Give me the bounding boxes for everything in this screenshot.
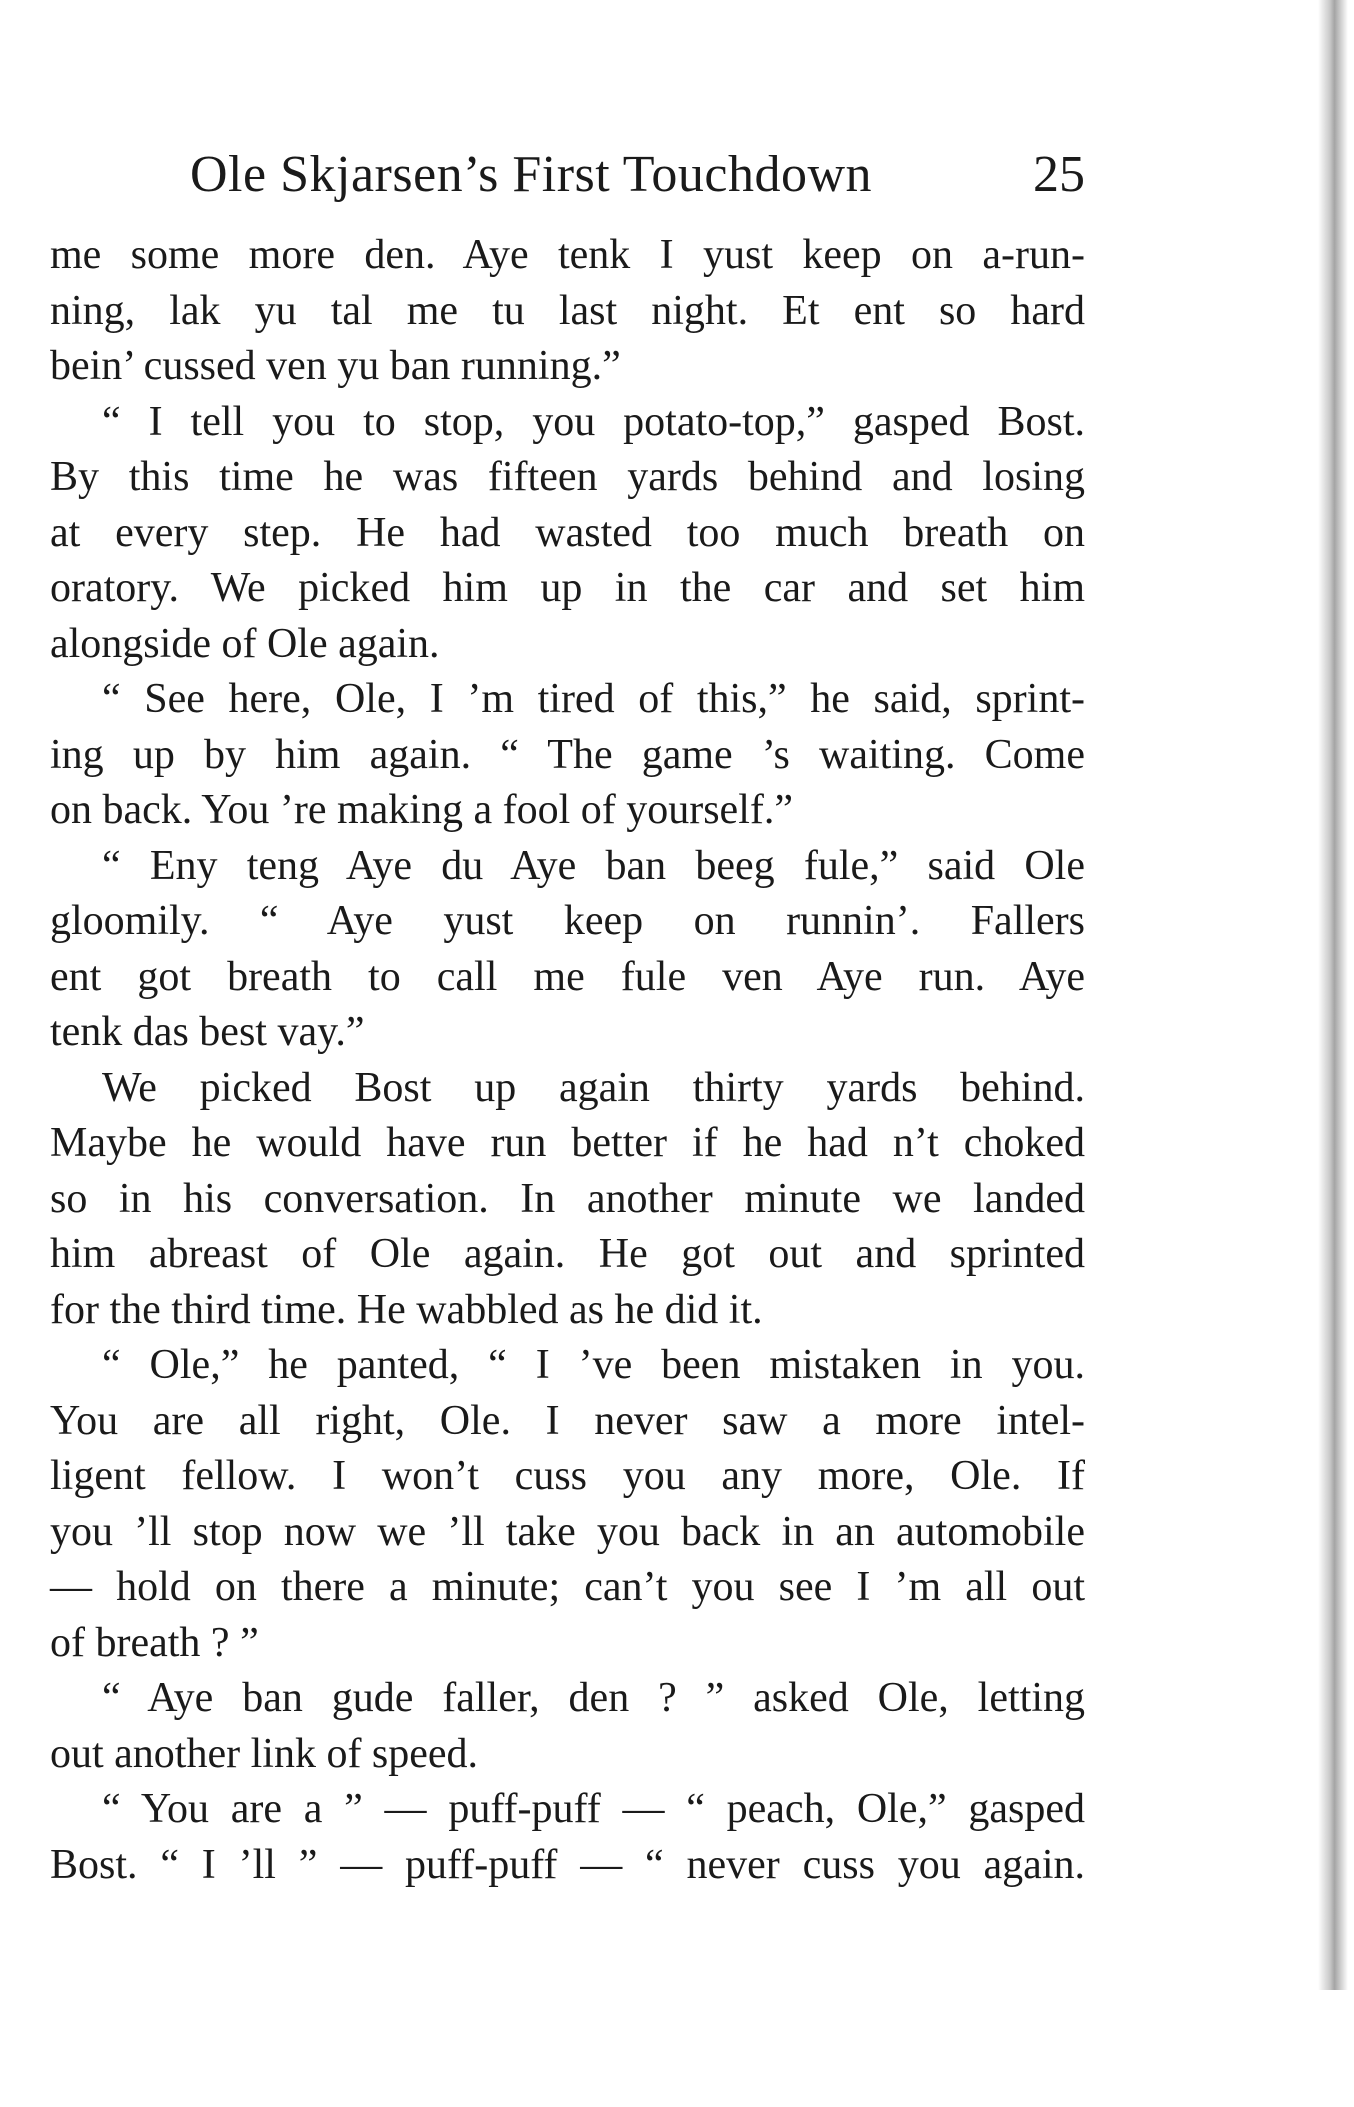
text-line: “ Ole,” he panted, “ I ’ve been mistaken in you. [102,1342,1085,1388]
text-line: ning, lak yu tal me tu last night. Et ent so hard [50,287,1085,334]
text-line: “ See here, Ole, I ’m tired of this,” he said, sprint- [102,676,1085,722]
body-text [50,228,1085,1893]
text-line: We picked Bost up again thirty yards behind. [102,1064,1085,1111]
text-line: “ You are a ” — puff-puff — “ peach, Ole,” gasped [102,1786,1085,1832]
text-line: on back. You ’re making a fool of yourself.” [50,787,793,833]
text-line: you ’ll stop now we ’ll take you back in an automobile [50,1508,1085,1555]
text-line: him abreast of Ole again. He got out and sprinted [50,1231,1085,1277]
text-line: so in his conversation. In another minute we landed [50,1175,1085,1222]
text-line: at every step. He had wasted too much breath on [50,509,1085,556]
text-line: alongside of Ole again. [50,620,440,667]
text-line: gloomily. “ Aye yust keep on runnin’. Fallers [50,898,1085,944]
text-line: “ Aye ban gude faller, den ? ” asked Ole, letting [102,1675,1085,1721]
text-line: bein’ cussed ven yu ban running.” [50,343,621,389]
text-line: out another link of speed. [50,1730,479,1777]
text-line: for the third time. He wabbled as he did it. [50,1286,763,1333]
text-line: tenk das best vay.” [50,1009,365,1055]
text-line: You are all right, Ole. I never saw a more intel- [50,1397,1085,1444]
text-line: Maybe he would have run better if he had n’t choked [50,1120,1085,1166]
text-line: “ I tell you to stop, you potato-top,” gasped Bost. [102,398,1085,445]
page-number: 25 [1033,146,1085,203]
text-line: — hold on there a minute; can’t you see I ’m all out [50,1564,1085,1610]
text-line: ligent fellow. I won’t cuss you any more, Ole. If [50,1453,1085,1499]
running-title: Ole Skjarsen’s First Touchdown [190,146,873,203]
text-line: of breath ? ” [50,1619,259,1666]
scanned-page-edge [1318,0,1348,1990]
running-header [50,145,1085,205]
text-line: ing up by him again. “ The game ’s waiting. Come [50,731,1085,778]
text-line: ent got breath to call me fule ven Aye run. Aye [50,953,1085,1000]
text-line: By this time he was fifteen yards behind and losing [50,454,1085,500]
text-line: me some more den. Aye tenk I yust keep on a-run- [50,232,1085,278]
text-line: Bost. “ I ’ll ” — puff-puff — “ never cuss you again. [50,1841,1085,1888]
text-line: oratory. We picked him up in the car and set him [50,565,1085,611]
text-line: “ Eny teng Aye du Aye ban beeg fule,” said Ole [102,842,1085,889]
